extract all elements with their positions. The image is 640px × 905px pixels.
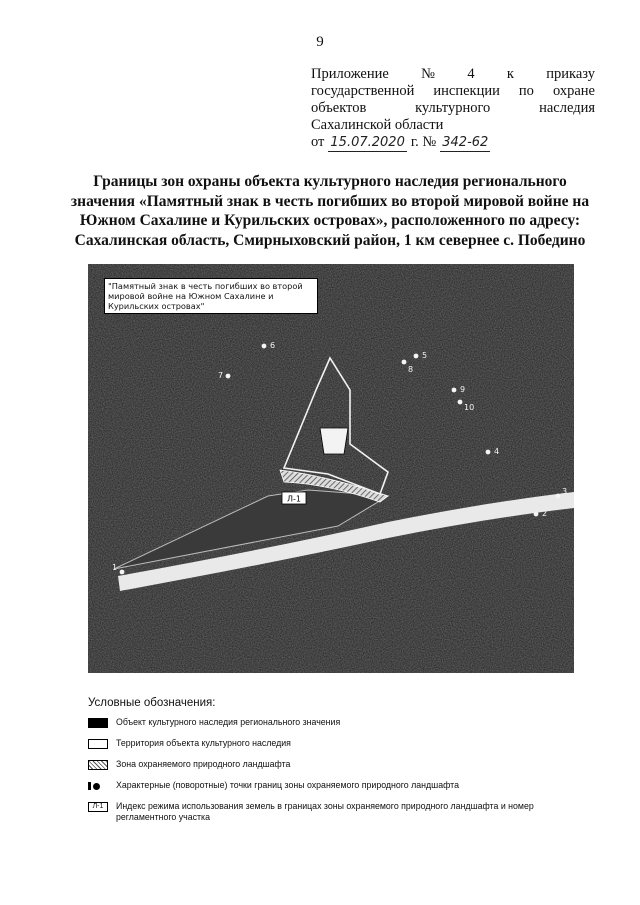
document-title: Границы зон охраны объекта культурного наследия регионального значения «Памятный знак в честь погибших во второй мировой войне на Южном Сахалине и Курильских островах», расположенного по адресу: Сахалинская область, Смирныховский район, 1 км севернее с. Победино (70, 173, 590, 249)
turning-point-icon (88, 781, 108, 791)
appendix-header (311, 66, 595, 152)
hatch-swatch-icon (88, 760, 108, 770)
legend-item-territory: Территория объекта культурного наследия (88, 738, 588, 749)
map-drawing (88, 264, 574, 673)
boundary-point (226, 374, 231, 379)
point-label: 9 (460, 385, 466, 394)
point-label: 8 (408, 365, 414, 374)
boundary-point (556, 494, 561, 499)
point-label: 10 (464, 403, 475, 412)
map-texture (88, 264, 574, 673)
legend-item-turning-points: Характерные (поворотные) точки границ зоны охраняемого природного ландшафта (88, 780, 588, 791)
boundary-point (486, 450, 491, 455)
boundary-point (414, 354, 419, 359)
handwritten-order-number: 342-62 (442, 135, 489, 150)
boundary-point (452, 388, 457, 393)
appendix-line-3: объектов культурного наследия (311, 100, 595, 116)
point-label: 2 (542, 509, 548, 518)
point-label: 1 (112, 563, 118, 572)
map-caption: "Памятный знак в честь погибших во второй мировой войне на Южном Сахалине и Курильских островах" (104, 278, 318, 314)
page-number: 9 (316, 34, 324, 50)
legend-item-landscape-zone: Зона охраняемого природного ландшафта (88, 759, 588, 770)
boundary-point (458, 400, 463, 405)
handwritten-date: 15.07.2020 (330, 135, 405, 150)
boundary-point (262, 344, 267, 349)
legend-title: Условные обозначения: (88, 697, 216, 709)
boundary-point (402, 360, 407, 365)
outline-swatch-icon (88, 739, 108, 749)
point-label: 5 (422, 351, 428, 360)
legend-item-land-use-index: Л-1 Индекс режима использования земель в границах зоны охраняемого природного ландшафта и номер регламентного участка (88, 801, 588, 823)
black-fill-swatch-icon (88, 718, 108, 728)
point-label: 4 (494, 447, 500, 456)
point-label: 7 (218, 371, 224, 380)
boundary-point (534, 512, 539, 517)
appendix-line-4: Сахалинской области (311, 117, 444, 133)
legend-item-heritage-object: Объект культурного наследия регионального значения (88, 717, 588, 728)
index-box-icon: Л-1 (88, 802, 108, 812)
point-label: 3 (562, 487, 568, 496)
heritage-object (320, 428, 348, 454)
point-label: 6 (270, 341, 276, 350)
legend (88, 697, 588, 833)
appendix-date-line: от 15.07.2020 г. № 342-62 (311, 134, 489, 150)
boundary-map (88, 264, 574, 673)
appendix-line-2: государственной инспекции по охране (311, 83, 595, 99)
appendix-line-1: Приложение № 4 к приказу (311, 66, 595, 82)
boundary-point (120, 570, 125, 575)
parcel-index-label: Л-1 (287, 494, 301, 504)
